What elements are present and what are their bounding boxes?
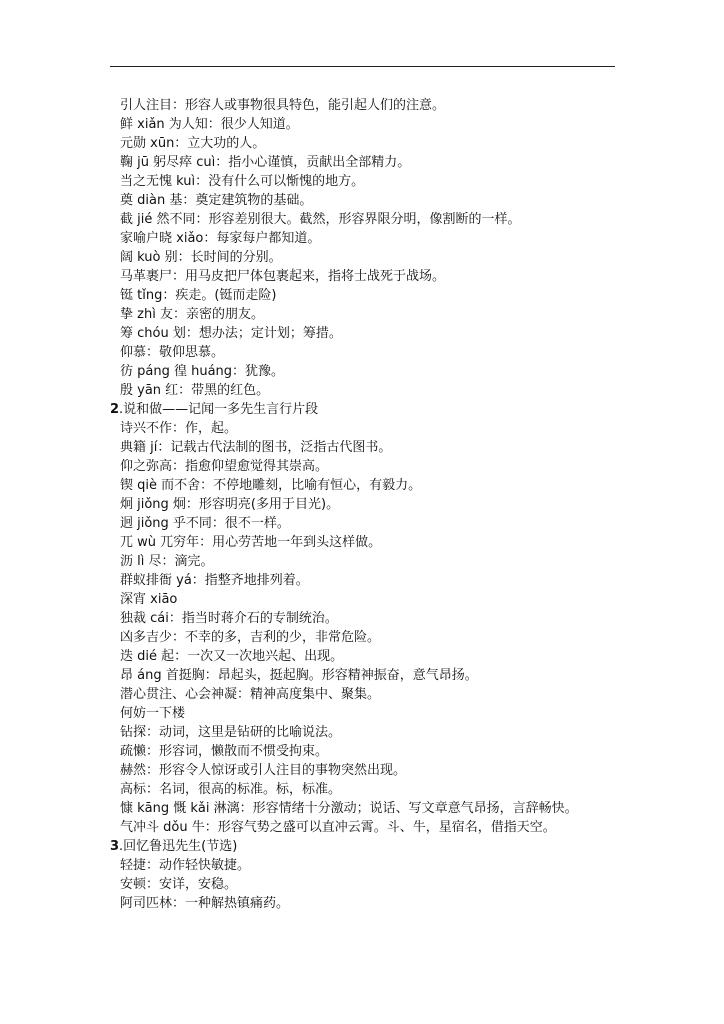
text-line: 慷 kāng 慨 kǎi 淋漓：形容情绪十分激动；说话、写文章意气昂扬，言辞畅快。 (120, 801, 578, 816)
text-line: 元勋 xūn：立大功的人。 (120, 136, 266, 151)
text-line: 仰慕：敬仰思慕。 (120, 345, 225, 360)
text-line: 凶多吉少：不幸的多，吉利的少，非常危险。 (120, 630, 381, 645)
text-line: 群蚁排衙 yá：指整齐地排列着。 (120, 573, 309, 588)
heading-text: .说和做——记闻一多先生言行片段 (119, 402, 319, 417)
text-line: 引人注目：形容人或事物很具特色，能引起人们的注意。 (120, 98, 446, 113)
heading-number: 2 (110, 402, 120, 417)
text-line: 何妨一下楼 (120, 706, 186, 721)
text-line: 轻捷：动作轻快敏捷。 (120, 858, 251, 873)
vocabulary-list (110, 96, 615, 913)
header-rule (110, 66, 615, 67)
text-line: 挚 zhì 友：亲密的朋友。 (120, 307, 264, 322)
text-line: 仰之弥高：指愈仰望愈觉得其崇高。 (120, 459, 329, 474)
text-line: 铤 tǐng：疾走。(铤而走险) (120, 288, 277, 303)
text-line: 家喻户晓 xiǎo：每家每户都知道。 (120, 231, 321, 246)
text-line: 阔 kuò 别：长时间的分别。 (120, 250, 282, 265)
text-line: 赫然：形容令人惊讶或引人注目的事物突然出现。 (120, 763, 407, 778)
text-line: 沥 lì 尽：滴完。 (120, 554, 214, 569)
text-line: 殷 yān 红：带黑的红色。 (120, 383, 270, 398)
text-line: 诗兴不作：作，起。 (120, 421, 238, 436)
text-line: 马革裹尸：用马皮把尸体包裹起来，指将士战死于战场。 (120, 269, 446, 284)
section-3-lines (110, 856, 615, 913)
text-line: 深宵 xiāo (120, 592, 178, 607)
section-heading-2 (110, 400, 615, 419)
text-line: 筹 chóu 划：想办法；定计划；筹措。 (120, 326, 342, 341)
text-line: 鞠 jū 躬尽瘁 cuì：指小心谨慎，贡献出全部精力。 (120, 155, 411, 170)
text-line: 疏懒：形容词，懒散而不惯受拘束。 (120, 744, 329, 759)
heading-text: .回忆鲁迅先生(节选) (119, 839, 238, 854)
text-line: 独裁 cái：指当时蒋介石的专制统治。 (120, 611, 338, 626)
text-line: 安顿：安详，安稳。 (120, 877, 238, 892)
text-line: 迭 dié 起：一次又一次地兴起、出现。 (120, 649, 344, 664)
text-line: 截 jié 然不同：形容差别很大。截然，形容界限分明，像割断的一样。 (120, 212, 521, 227)
text-line: 奠 diàn 基：奠定建筑物的基础。 (120, 193, 313, 208)
text-line: 鲜 xiǎn 为人知：很少人知道。 (120, 117, 299, 132)
text-line: 典籍 jí：记载古代法制的图书，泛指古代图书。 (120, 440, 392, 455)
text-line: 阿司匹林：一种解热镇痛药。 (120, 896, 290, 911)
text-line: 迥 jiǒng 乎不同：很不一样。 (120, 516, 290, 531)
text-line: 锲 qiè 而不舍：不停地雕刻，比喻有恒心，有毅力。 (120, 478, 422, 493)
text-line: 当之无愧 kuì：没有什么可以惭愧的地方。 (120, 174, 365, 189)
text-line: 兀 wù 兀穷年：用心劳苦地一年到头这样做。 (120, 535, 382, 550)
text-line: 彷 páng 徨 huáng：犹豫。 (120, 364, 285, 379)
heading-number: 3 (110, 839, 120, 854)
text-line: 气冲斗 dǒu 牛：形容气势之盛可以直冲云霄。斗、牛，星宿名，借指天空。 (120, 820, 556, 835)
section-heading-3 (110, 837, 615, 856)
section-1-lines (110, 96, 615, 400)
text-line: 昂 áng 首挺胸：昂起头，挺起胸。形容精神振奋，意气昂扬。 (120, 668, 478, 683)
text-line: 高标：名词，很高的标准。标，标准。 (120, 782, 342, 797)
text-line: 炯 jiǒng 炯：形容明亮(多用于目光)。 (120, 497, 340, 512)
text-line: 潜心贯注、心会神凝：精神高度集中、聚集。 (120, 687, 381, 702)
text-line: 钻探：动词，这里是钻研的比喻说法。 (120, 725, 342, 740)
section-2-lines (110, 419, 615, 799)
